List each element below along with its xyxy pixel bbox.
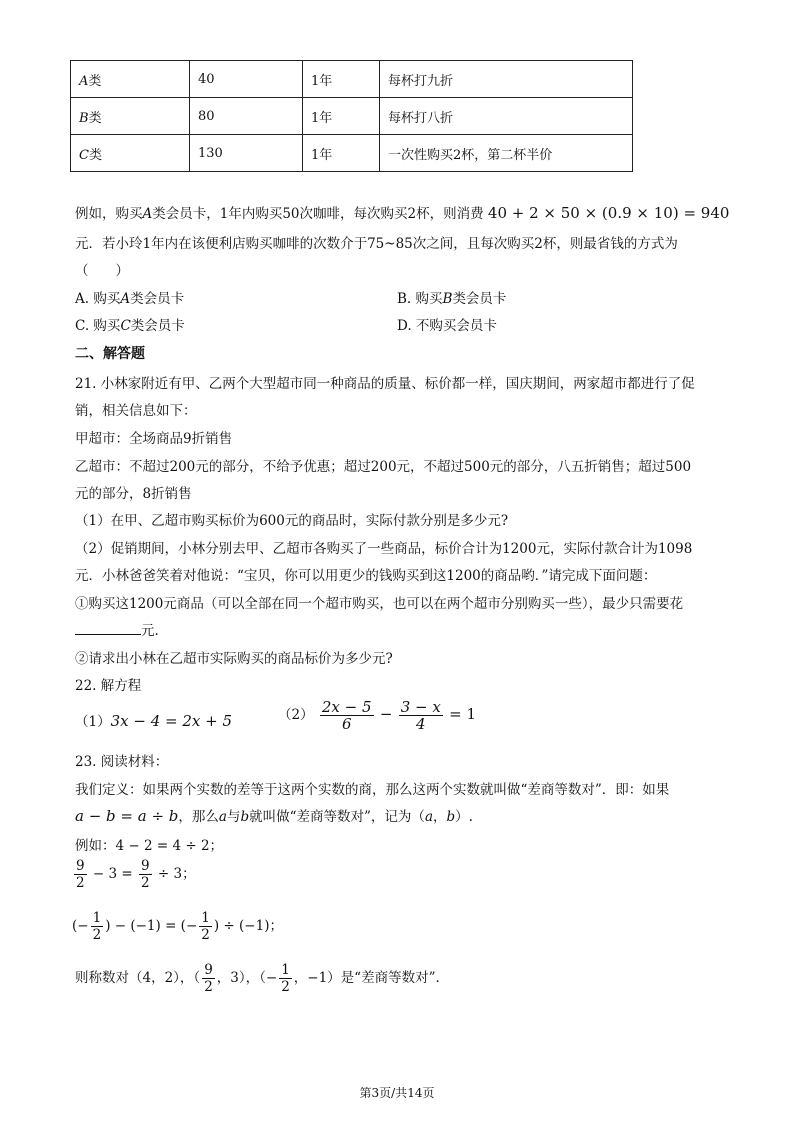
fraction: $\frac{1}{2}$ [201,910,210,943]
q20-line2: 元．若小玲1年内在该便利店购买咖啡的次数介于75~85次之间，且每次购买2杯，则最省钱的方式为 [75,236,678,252]
q21-line: 元. [75,619,159,639]
q21-line: ①购买这1200元商品（可以全部在同一个超市购买，也可以在两个超市分别购买一些），最少只需要花 [75,596,684,612]
option-c: C. 购买C类会员卡 [75,318,185,334]
table-cell: 1年 [303,61,380,98]
q21-line: 乙超市：不超过200元的部分，不给予优惠；超过200元，不超过500元的部分，八五折销售；超过500 [75,459,692,475]
answer-blank [75,621,141,635]
q20-line1: 例如，购买A类会员卡，1年内购买50次咖啡，每次购买2杯，则消费 40 + 2 × 50 × (0.9 × 10) = 940 [75,204,730,222]
option-b: B. 购买B类会员卡 [397,291,507,307]
q21-line: 元．小林爸爸笑着对他说：“宝贝，你可以用更少的钱购买到这1200的商品哟．”请完成下面问题： [75,568,657,584]
fraction: $\frac{1}{2}$ [281,962,290,995]
q21-line: 甲超市：全场商品9折销售 [75,431,233,447]
table-cell: 1年 [303,135,380,172]
q22-part1: （1）3x − 4 = 2x + 5 [75,712,232,730]
table-cell: 每杯打八折 [380,98,633,135]
table-row [71,98,633,135]
page-footer: 第3页/共14页 [359,1086,435,1100]
q21-line: 21. 小林家附近有甲、乙两个大型超市同一种商品的质量、标价都一样，国庆期间，两家超市都进行了促 [75,376,695,392]
table-cell: 40 [190,61,303,98]
q23-title: 23. 阅读材料： [75,754,169,770]
table-cell: C类 [71,135,190,172]
table-cell: 130 [190,135,303,172]
fraction: $\frac{9}{2}$ [204,962,213,995]
q23-line: a − b = a ÷ b，那么a与b就叫做“差商等数对”，记为（a，b）. [75,807,473,825]
table-cell: 一次性购买2杯，第二杯半价 [380,135,633,172]
fraction: $\frac{9}{2}$ [76,858,85,891]
table-cell: 1年 [303,98,380,135]
table-cell: B类 [71,98,190,135]
fraction: $\frac{9}{2}$ [140,858,150,891]
membership-table [70,60,633,172]
q23-example3: (− $\frac{1}{2}$ ) − (−1) = (− $\frac{1}{2}$ ) ÷ (−1)； [72,910,283,943]
q21-line: ②请求出小林在乙超市实际购买的商品标价为多少元? [75,651,393,667]
fraction: $\frac{3 - x}{4}$ [400,698,441,733]
q23-example2: $\frac{9}{2}$ − 3 = $\frac{9}{2}$ ÷ 3； [76,858,196,891]
q23-conclusion: 则称数对（4，2），（ $\frac{9}{2}$ ，3），（− $\frac{1}{2}$ ，−1）是“差商等数对”． [75,962,449,995]
q23-line: 我们定义：如果两个实数的差等于这两个实数的商，那么这两个实数就叫做“差商等数对”．即：如果 [75,782,670,798]
q21-line: （1）在甲、乙超市购买标价为600元的商品时，实际付款分别是多少元? [75,513,509,529]
q22-title: 22. 解方程 [75,678,142,694]
table-cell: 80 [190,98,303,135]
table-row [71,61,633,98]
q22-part2: （2） $\frac{2x - 5}{6}$ − $\frac{3 - x}{4}$ = 1 [278,698,477,733]
q20-line3: （ ） [75,263,129,279]
section-heading: 二、解答题 [75,346,145,362]
table-cell: 每杯打九折 [380,61,633,98]
q23-example1: 例如：4 − 2 = 4 ÷ 2； [75,838,224,854]
table-cell: A类 [71,61,190,98]
fraction: $\frac{1}{2}$ [92,910,102,943]
table-row [71,135,633,172]
fraction: $\frac{2x - 5}{6}$ [321,698,372,733]
q21-line: 销，相关信息如下： [75,403,197,419]
option-d: D. 不购买会员卡 [397,318,497,334]
q21-line: （2）促销期间，小林分别去甲、乙超市各购买了一些商品，标价合计为1200元，实际付款合计为1098 [75,541,693,557]
option-a: A. 购买A类会员卡 [75,291,185,307]
q21-line: 元的部分，8折销售 [75,486,192,502]
